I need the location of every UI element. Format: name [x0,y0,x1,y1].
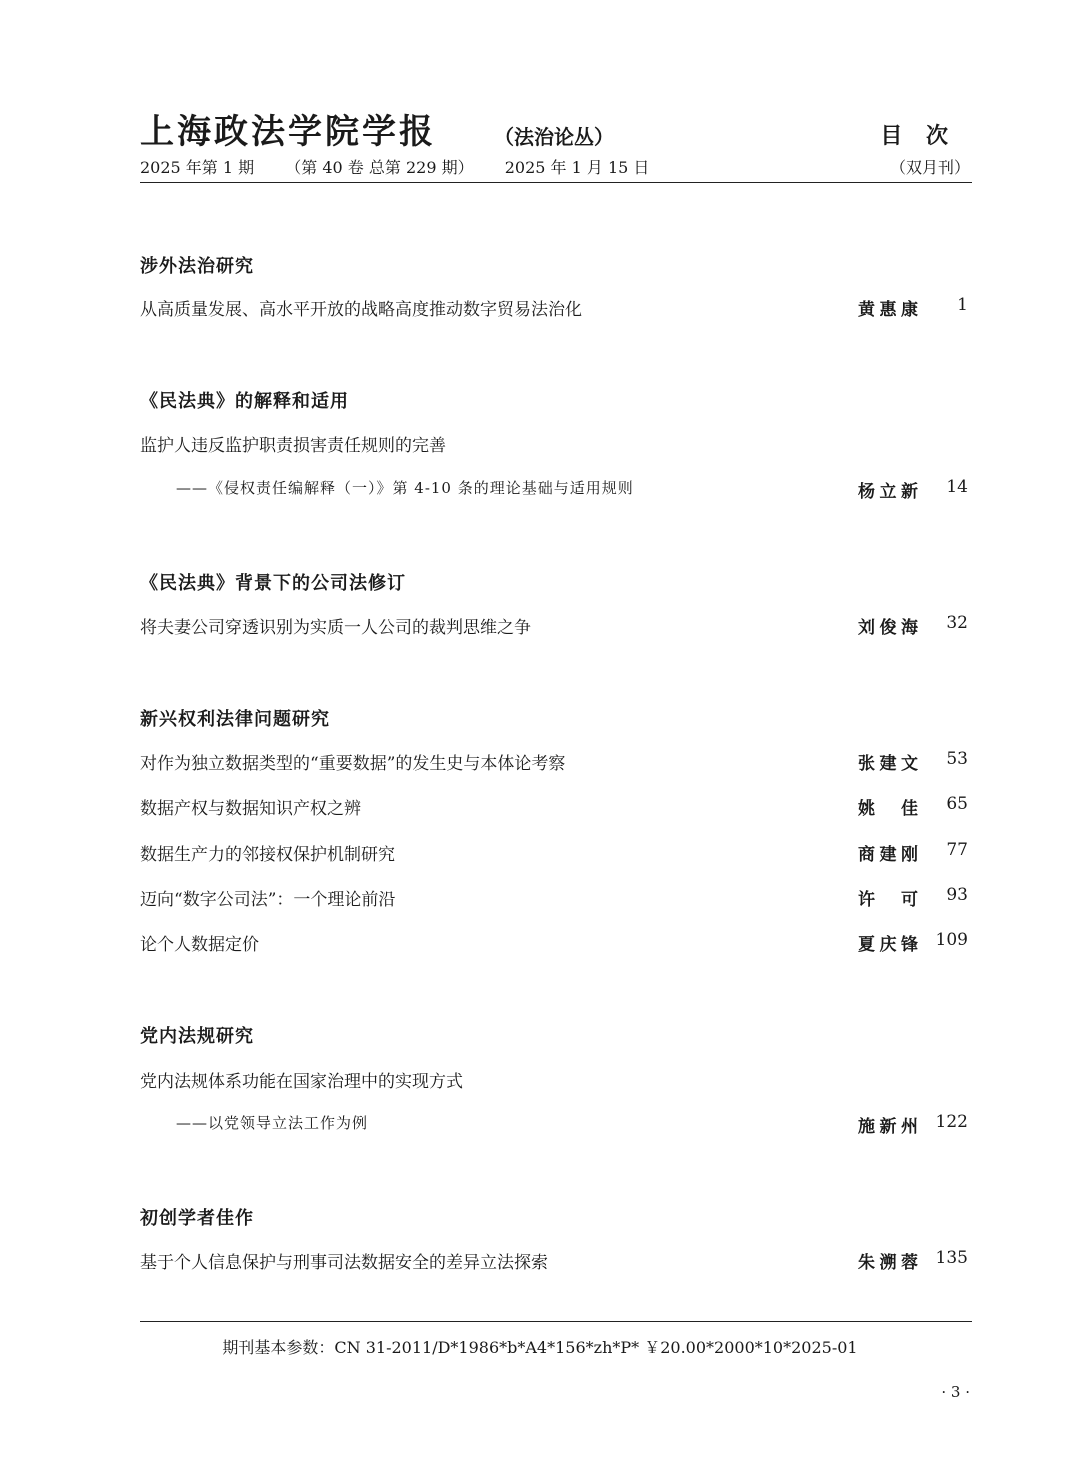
entry-title: 论个人数据定价 [140,935,259,955]
entry-page-number: 1 [957,295,968,315]
toc-entry[interactable] [140,794,972,820]
section-title: 初创学者佳作 [140,1208,254,1229]
entry-title: 基于个人信息保护与刑事司法数据安全的差异立法探索 [140,1253,548,1273]
entry-title: 将夫妻公司穿透识别为实质一人公司的裁判思维之争 [140,618,531,638]
entry-page-number: 32 [946,613,968,633]
journal-title: 上海政法学院学报 [140,112,436,152]
issue-number: 2025 年第 1 期 [140,158,255,177]
toc-entry-subtitle[interactable] [140,477,972,503]
issue-line [140,155,649,178]
entry-title: 数据产权与数据知识产权之辨 [140,799,361,819]
entry-author: 黄惠康 [858,300,918,320]
entry-author: 夏庆锋 [858,935,918,955]
toc-entry[interactable] [140,930,972,956]
toc-entry[interactable] [140,613,972,639]
entry-author: 施新州 [858,1117,918,1137]
entry-author: 杨立新 [858,482,918,502]
entry-page-number: 109 [935,930,968,950]
footer-divider [140,1321,972,1322]
toc-entry[interactable] [140,431,972,457]
toc-entry[interactable] [140,840,972,866]
toc-entry[interactable] [140,1067,972,1093]
entry-subtitle: ——以党领导立法工作为例 [176,1114,369,1132]
entry-title: 迈向“数字公司法”：一个理论前沿 [140,890,396,910]
entry-author: 商建刚 [858,845,918,865]
section-title: 党内法规研究 [140,1026,254,1047]
section-title: 涉外法治研究 [140,256,254,277]
section-title: 新兴权利法律问题研究 [140,709,330,730]
entry-page-number: 53 [946,749,968,769]
entry-title: 党内法规体系功能在国家治理中的实现方式 [140,1072,463,1092]
entry-author: 姚佳 [858,799,918,819]
entry-title: 数据生产力的邻接权保护机制研究 [140,845,395,865]
entry-title: 监护人违反监护职责损害责任规则的完善 [140,436,446,456]
entry-author: 张建文 [858,754,918,774]
entry-author: 许可 [858,890,918,910]
entry-author: 朱溯蓉 [858,1253,918,1273]
toc-entry[interactable] [140,1248,972,1274]
issue-volume: （第 40 卷 总第 229 期） [285,158,474,177]
section-title: 《民法典》背景下的公司法修订 [140,573,406,594]
entry-page-number: 14 [946,477,968,497]
toc-entry[interactable] [140,295,972,321]
header-divider [140,182,972,183]
toc-entry-subtitle[interactable] [140,1112,972,1138]
toc-entry[interactable] [140,885,972,911]
entry-page-number: 122 [935,1112,968,1132]
entry-page-number: 65 [946,794,968,814]
section-title: 《民法典》的解释和适用 [140,391,349,412]
entry-title: 对作为独立数据类型的“重要数据”的发生史与本体论考察 [140,754,566,774]
issue-date: 2025 年 1 月 15 日 [504,158,650,177]
toc-label: 目 次 [880,123,956,149]
entry-page-number: 135 [935,1248,968,1268]
publication-frequency: （双月刊） [889,158,970,177]
entry-page-number: 77 [946,840,968,860]
journal-parameters: 期刊基本参数：CN 31-2011/D*1986*b*A4*156*zh*P* ￥20.00*2000*10*2025-01 [222,1338,858,1357]
toc-entry[interactable] [140,749,972,775]
journal-subtitle: （法治论丛） [494,125,614,149]
entry-author: 刘俊海 [858,618,918,638]
page-number: · 3 · [941,1383,970,1401]
entry-subtitle: ——《侵权责任编解释（一）》第 4-10 条的理论基础与适用规则 [176,479,634,497]
entry-page-number: 93 [946,885,968,905]
entry-title: 从高质量发展、高水平开放的战略高度推动数字贸易法治化 [140,300,582,320]
